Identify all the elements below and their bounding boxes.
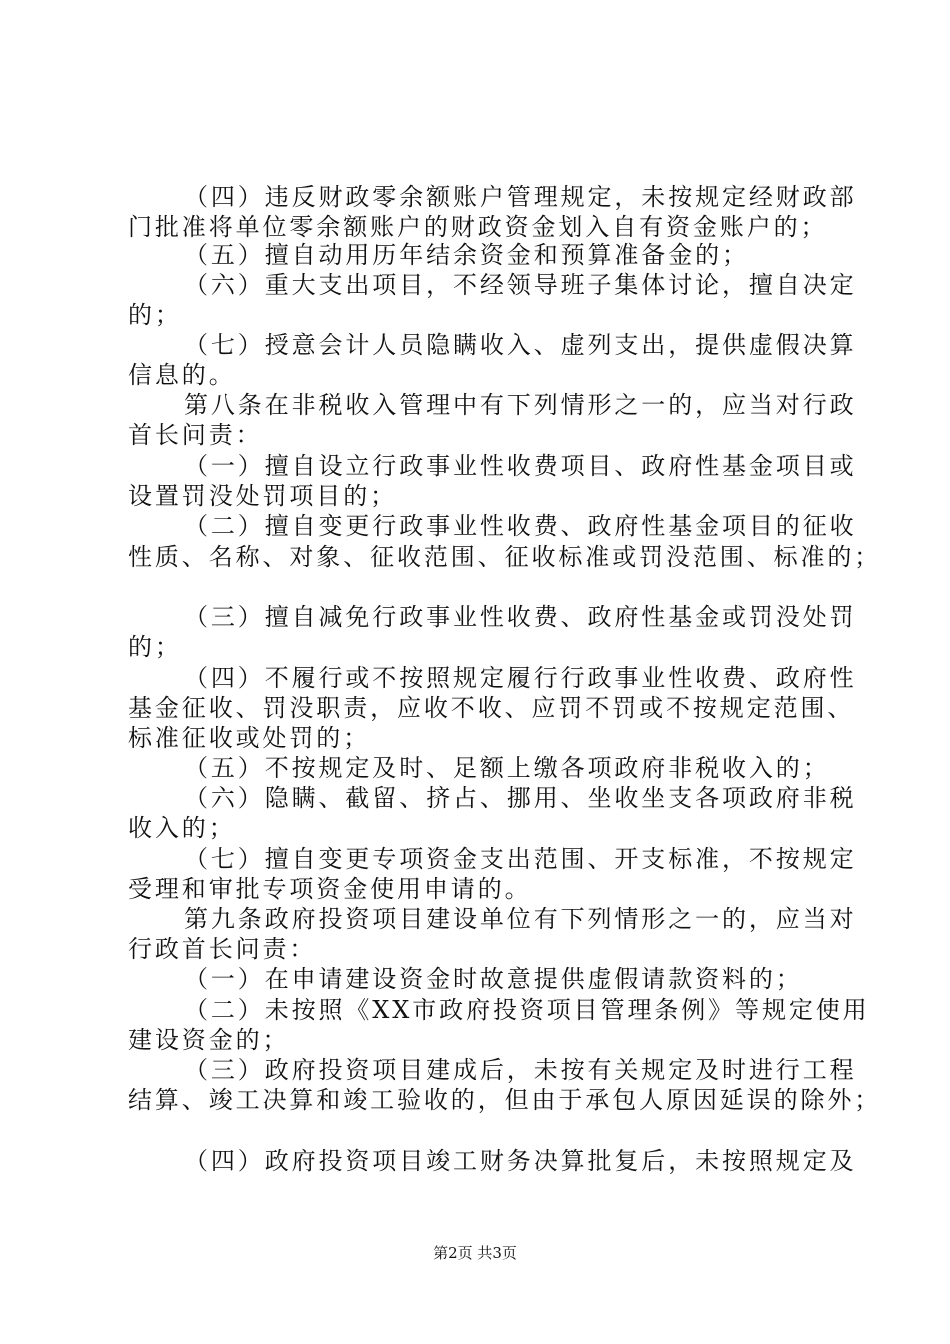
text-line: 设置罚没处罚项目的； [128, 482, 397, 510]
text-line: 标准征收或处罚的； [128, 724, 371, 752]
text-line: （二）未按照《XX市政府投资项目管理条例》等规定使用 [184, 996, 870, 1024]
text-line: 首长问责： [128, 421, 263, 449]
text-line: （一）擅自设立行政事业性收费项目、政府性基金项目或 [184, 452, 857, 480]
text-line: （三）擅自减免行政事业性收费、政府性基金或罚没处罚 [184, 603, 857, 631]
text-line: （六）重大支出项目，不经领导班子集体讨论，擅自决定 [184, 271, 857, 299]
text-line: 的； [128, 301, 182, 329]
text-line: （四）政府投资项目竣工财务决算批复后，未按照规定及 [184, 1147, 857, 1175]
text-line: （四）违反财政零余额账户管理规定，未按规定经财政部 [184, 183, 857, 211]
text-line: 结算、竣工决算和竣工验收的，但由于承包人原因延误的除外； [128, 1086, 882, 1114]
text-line: 性质、名称、对象、征收范围、征收标准或罚没范围、标准的； [128, 543, 882, 571]
text-line: （六）隐瞒、截留、挤占、挪用、坐收坐支各项政府非税 [184, 784, 857, 812]
text-line: 信息的。 [128, 361, 236, 389]
text-line: （七）擅自变更专项资金支出范围、开支标准，不按规定 [184, 845, 857, 873]
text-line: （三）政府投资项目建成后，未按有关规定及时进行工程 [184, 1056, 857, 1084]
text-line: 建设资金的； [128, 1026, 290, 1054]
text-line: 基金征收、罚没职责，应收不收、应罚不罚或不按规定范围、 [128, 694, 855, 722]
text-line: 收入的； [128, 814, 236, 842]
text-line: 的； [128, 633, 182, 661]
article-heading-line: 第八条在非税收入管理中有下列情形之一的，应当对行政 [184, 391, 857, 419]
text-line: （七）授意会计人员隐瞒收入、虚列支出，提供虚假决算 [184, 331, 857, 359]
text-line: （五）擅自动用历年结余资金和预算准备金的； [184, 241, 749, 269]
text-line: 行政首长问责： [128, 935, 317, 963]
article-heading-line: 第九条政府投资项目建设单位有下列情形之一的，应当对 [184, 905, 857, 933]
text-line: 门批准将单位零余额账户的财政资金划入自有资金账户的； [128, 213, 828, 241]
text-line: （一）在申请建设资金时故意提供虚假请款资料的； [184, 965, 803, 993]
text-line: （四）不履行或不按照规定履行行政事业性收费、政府性 [184, 664, 857, 692]
text-line: 受理和审批专项资金使用申请的。 [128, 875, 532, 903]
text-line: （二）擅自变更行政事业性收费、政府性基金项目的征收 [184, 512, 857, 540]
text-line: （五）不按规定及时、足额上缴各项政府非税收入的； [184, 754, 830, 782]
page-number-footer: 第2页 共3页 [433, 1244, 517, 1262]
